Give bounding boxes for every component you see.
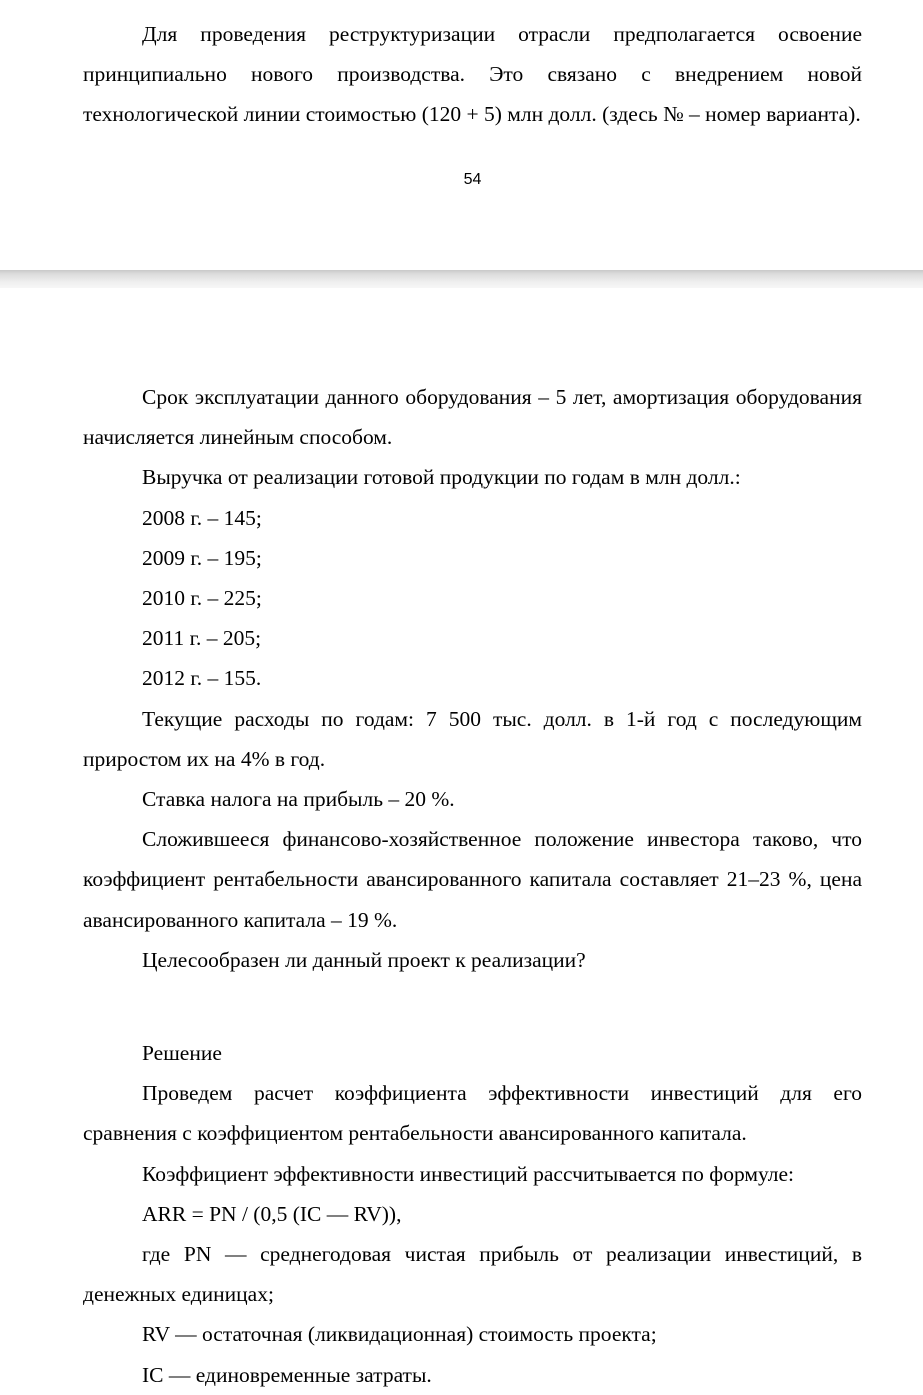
page-separator xyxy=(0,270,923,288)
paragraph-tax-rate: Ставка налога на прибыль – 20 %. xyxy=(142,787,455,812)
paragraph-rv-definition: RV — остаточная (ликвидационная) стоимость проекта; xyxy=(142,1322,657,1347)
revenue-line-2010: 2010 г. – 225; xyxy=(142,586,262,611)
paragraph-ic-definition: IC — единовременные затраты. xyxy=(142,1362,432,1387)
solution-heading: Решение xyxy=(142,1041,222,1066)
revenue-line-2012: 2012 г. – 155. xyxy=(142,666,262,691)
paragraph-restructuring: Для проведения реструктуризации отрасли предполагается освоение принципиально нового производства. Это связано с внедрением новой технологической линии стоимостью (120 + 5) млн долл. (здесь № – номер варианта). xyxy=(83,22,862,127)
paragraph-calculation-intro: Проведем расчет коэффициента эффективности инвестиций для его сравнения с коэффициентом рентабельности авансированного капитала. xyxy=(83,1081,862,1146)
page-text-upper xyxy=(83,14,862,135)
page-text-lower xyxy=(83,377,862,1395)
revenue-line-2008: 2008 г. – 145; xyxy=(142,505,262,530)
page-number: 54 xyxy=(463,171,482,188)
paragraph-pn-definition: где PN — среднегодовая чистая прибыль от реализации инвестиций, в денежных единицах; xyxy=(83,1242,862,1307)
blank-line xyxy=(83,980,862,1033)
document-page-upper xyxy=(0,0,923,270)
revenue-line-2009: 2009 г. – 195; xyxy=(142,545,262,570)
formula-arr: ARR = PN / (0,5 (IC — RV)), xyxy=(142,1201,402,1226)
revenue-line-2011: 2011 г. – 205; xyxy=(142,626,262,651)
paragraph-investor-position: Сложившееся финансово-хозяйственное положение инвестора таково, что коэффициент рентабельности авансированного капитала составляет 21–23 %, цена авансированного капитала – 19 %. xyxy=(83,827,862,932)
paragraph-equipment-life: Срок эксплуатации данного оборудования – 5 лет, амортизация оборудования начисляется линейным способом. xyxy=(83,385,862,450)
paragraph-question: Целесообразен ли данный проект к реализации? xyxy=(142,947,586,972)
paragraph-formula-intro: Коэффициент эффективности инвестиций рассчитывается по формуле: xyxy=(142,1161,795,1186)
paragraph-revenue-intro: Выручка от реализации готовой продукции по годам в млн долл.: xyxy=(142,465,741,490)
document-page-lower xyxy=(0,288,923,1393)
paragraph-current-expenses: Текущие расходы по годам: 7 500 тыс. долл. в 1-й год с последующим приростом их на 4% в год. xyxy=(83,706,862,771)
